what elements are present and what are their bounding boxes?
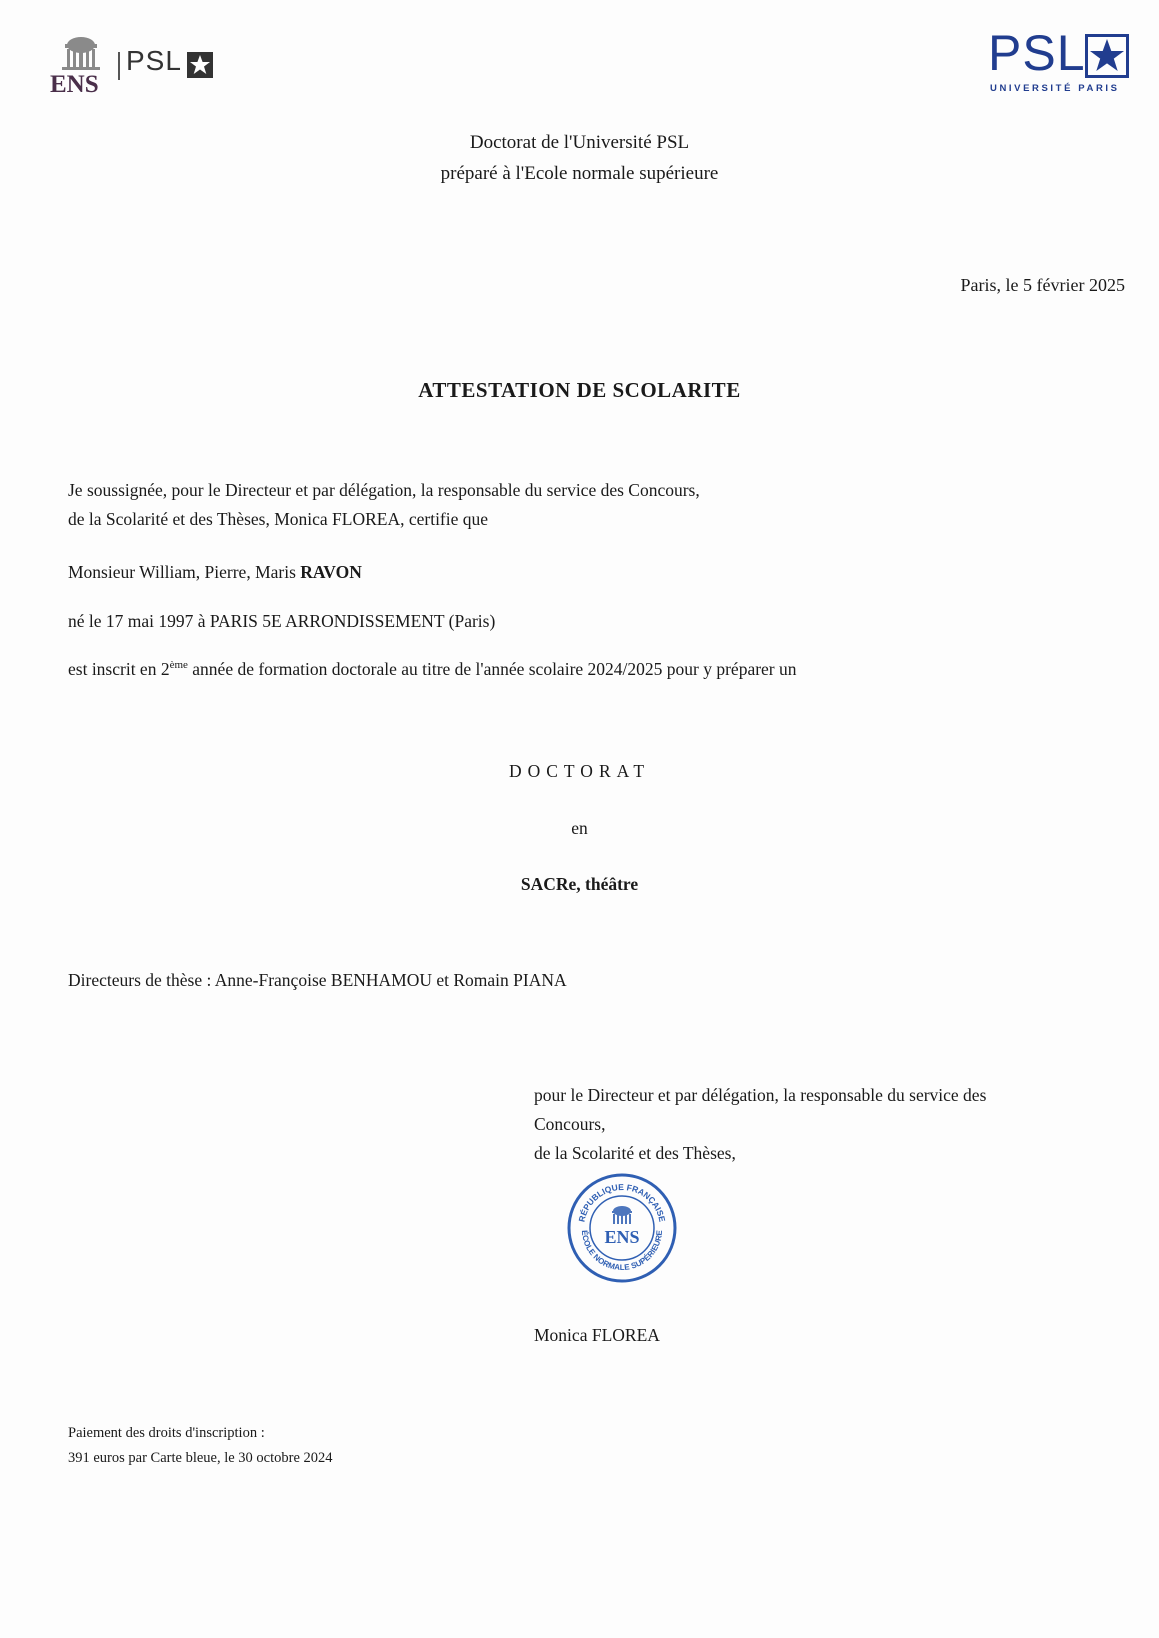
intro-line-2: de la Scolarité et des Thèses, Monica FLOREA, certifie que [68, 509, 489, 529]
document-date: Paris, le 5 février 2025 [960, 275, 1125, 295]
stamp-top-text: RÉPUBLIQUE FRANÇAISE [576, 1181, 668, 1223]
intro-line-1: Je soussignée, pour le Directeur et par délégation, la responsable du service des Concours, [68, 480, 700, 500]
payment-label: Paiement des droits d'inscription : [68, 1425, 265, 1441]
signature-line-2: Concours, [534, 1114, 606, 1134]
enrollment-prefix: est inscrit en 2 [68, 659, 170, 679]
degree-connector: en [571, 818, 588, 838]
logo-separator [118, 52, 120, 80]
psl-universite-logo-text: PSL [988, 25, 1086, 81]
psl-subtitle: UNIVERSITÉ PARIS [990, 83, 1120, 94]
psl-star-icon [187, 52, 213, 78]
student-surname: RAVON [300, 562, 362, 582]
document-title: ATTESTATION DE SCOLARITE [418, 378, 741, 402]
psl-big-star-icon [1085, 34, 1129, 78]
payment-detail: 391 euros par Carte bleue, le 30 octobre 2024 [68, 1450, 333, 1466]
degree-field: SACRe, théâtre [520, 874, 639, 894]
signatory-name: Monica FLOREA [534, 1325, 660, 1345]
psl-small-logo-text: PSL [126, 45, 182, 76]
enrollment-line [68, 659, 797, 680]
enrollment-suffix: année de formation doctorale au titre de l'année scolaire 2024/2025 pour y préparer un [187, 659, 797, 679]
ens-official-stamp [566, 1172, 678, 1284]
stamp-center-text: ENS [604, 1227, 640, 1247]
thesis-supervisors: Directeurs de thèse : Anne-Françoise BENHAMOU et Romain PIANA [68, 970, 567, 990]
birth-line: né le 17 mai 1997 à PARIS 5E ARRONDISSEMENT (Paris) [68, 611, 496, 631]
signature-line-1: pour le Directeur et par délégation, la responsable du service des [534, 1085, 987, 1105]
student-name-line [68, 562, 362, 583]
signature-line-3: de la Scolarité et des Thèses, [534, 1143, 736, 1163]
header-line-2: préparé à l'Ecole normale supérieure [440, 163, 719, 184]
student-name-prefix: Monsieur William, Pierre, Maris [68, 562, 296, 582]
stamp-bottom-text: ÉCOLE NORMALE SUPÉRIEURE [579, 1229, 665, 1273]
enrollment-ordinal-sup: ème [169, 659, 188, 672]
header-line-1: Doctorat de l'Université PSL [469, 132, 690, 153]
degree-name: DOCTORAT [508, 761, 651, 781]
ens-logo-text: ENS [50, 71, 99, 98]
